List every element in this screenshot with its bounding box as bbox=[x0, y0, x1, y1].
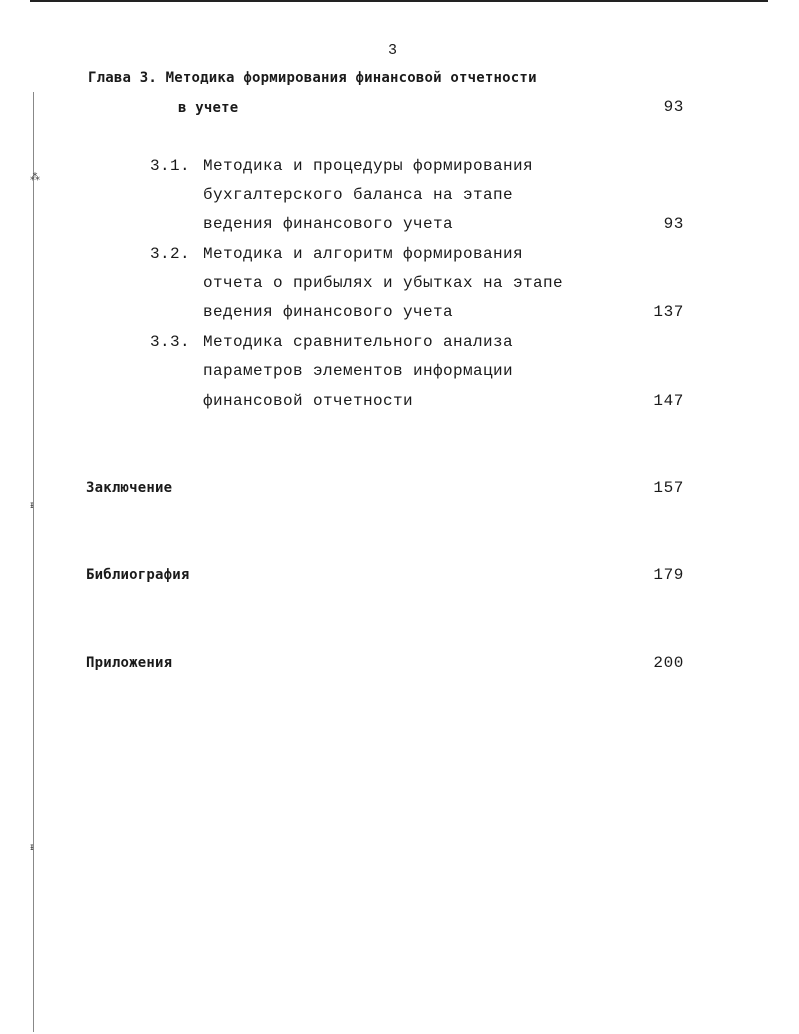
bibliography-page: 179 bbox=[653, 566, 684, 584]
section-title-line: Методика и процедуры формирования bbox=[203, 157, 534, 175]
left-binding-line bbox=[33, 92, 34, 1032]
section-title-line: финансовой отчетности bbox=[203, 392, 414, 410]
section-page: 137 bbox=[653, 303, 684, 321]
binding-mark-icon: ⁂ bbox=[30, 172, 40, 183]
conclusion-label: Заключение bbox=[86, 480, 173, 496]
section-title-line: ведения финансового учета bbox=[203, 303, 454, 321]
chapter-page: 93 bbox=[663, 98, 684, 116]
binding-mark-icon: ᵻ bbox=[30, 842, 34, 853]
chapter-title-line2: в учете bbox=[178, 100, 239, 116]
appendices-page: 200 bbox=[653, 654, 684, 672]
section-number: 3.1. bbox=[150, 157, 191, 175]
section-title-line: отчета о прибылях и убытках на этапе bbox=[203, 274, 564, 292]
section-title-line: Методика сравнительного анализа bbox=[203, 333, 514, 351]
section-page: 93 bbox=[663, 215, 684, 233]
page-number: 3 bbox=[388, 42, 398, 59]
binding-mark-icon: ᵻ bbox=[30, 500, 34, 511]
section-title-line: ведения финансового учета bbox=[203, 215, 454, 233]
section-title-line: Методика и алгоритм формирования bbox=[203, 245, 524, 263]
section-title-line: бухгалтерского баланса на этапе bbox=[203, 186, 514, 204]
section-title-line: параметров элементов информации bbox=[203, 362, 514, 380]
bibliography-label: Библиография bbox=[86, 567, 190, 583]
top-border-line bbox=[30, 0, 768, 2]
conclusion-page: 157 bbox=[653, 479, 684, 497]
section-number: 3.2. bbox=[150, 245, 191, 263]
appendices-label: Приложения bbox=[86, 655, 173, 671]
section-page: 147 bbox=[653, 392, 684, 410]
chapter-title-line1: Глава 3. Методика формирования финансовой отчетности bbox=[88, 70, 537, 86]
section-number: 3.3. bbox=[150, 333, 191, 351]
